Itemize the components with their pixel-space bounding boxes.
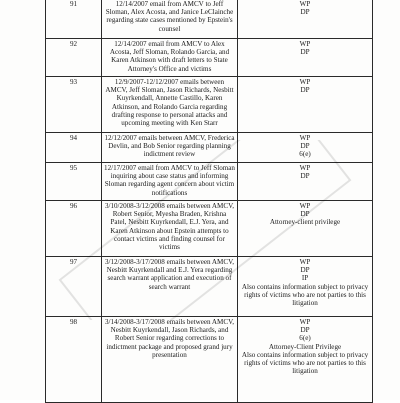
privilege-item: Also contains information subject to privacy rights of victims who are not parties to this litigation: [241, 350, 369, 376]
privilege-item: IP: [301, 274, 309, 283]
table-row: [46, 39, 373, 77]
entry-description: 3/10/2008-3/12/2008 emails between AMCV, Robert Senior, Myesha Braden, Krishna Patel, Nesbitt Kuyrkendall, E.J. Yera, and Karen Atkinson about Epstein attempts to contact victims and finding counsel for victims: [102, 201, 238, 257]
privilege-item: WP: [299, 164, 311, 172]
table-row: [46, 77, 373, 133]
table-row: [46, 0, 373, 39]
entry-number: 98: [46, 317, 102, 403]
privilege-item: WP: [299, 318, 311, 326]
entry-privileges: [238, 39, 373, 77]
table-row: [46, 317, 373, 403]
entry-number: 96: [46, 201, 102, 257]
privilege-item: DP: [300, 210, 310, 219]
table-row: [46, 257, 373, 317]
entry-description: 12/14/2007 email from AMCV to Jeff Sloman, Alex Acosta, and Janice LeClainche regarding state cases mentioned by Epstein's counsel: [102, 0, 238, 39]
privilege-item: Also contains information subject to privacy rights of victims who are not parties to this litigation: [241, 282, 369, 308]
privilege-item: Attorney-client privilege: [269, 218, 341, 227]
privilege-item: DP: [300, 86, 310, 95]
privilege-item: DP: [300, 172, 310, 181]
privilege-item: DP: [300, 266, 310, 275]
entry-number: 95: [46, 163, 102, 201]
entry-description: 3/14/2008-3/17/2008 emails between AMCV, Nesbitt Kuyrkendall, Jason Richards, and Robert Senior regarding corrections to indictment package and proposed grand jury presentation: [102, 317, 238, 403]
entry-description: 12/9/2007-12/12/2007 emails between AMCV, Jeff Sloman, Jason Richards, Nesbitt Kuyrkendall, Annette Castillo, Karen Atkinson, and Rolando Garcia regarding drafting response to personal attacks and upcoming meeting with Ken Starr: [102, 77, 238, 133]
entry-privileges: [238, 133, 373, 163]
privilege-log-table: [45, 0, 373, 403]
entry-description: 12/17/2007 email from AMCV to Jeff Sloman inquiring about case status and informing Sloman regarding agent concern about victim notifications: [102, 163, 238, 201]
entry-number: 97: [46, 257, 102, 317]
entry-number: 92: [46, 39, 102, 77]
entry-privileges: [238, 201, 373, 257]
privilege-log-body: [46, 0, 373, 403]
entry-description: 3/12/2008-3/17/2008 emails between AMCV, Nesbitt Kuyrkendall and E.J. Yera regarding search warrant application and execution of search warrant: [102, 257, 238, 317]
privilege-item: 6(e): [299, 150, 311, 159]
entry-number: 93: [46, 77, 102, 133]
entry-description: 12/14/2007 email from AMCV to Alex Acosta, Jeff Sloman, Rolando Garcia, and Karen Atkinson with draft letters to State Attorney's Office and victims: [102, 39, 238, 77]
privilege-item: DP: [300, 8, 310, 17]
entry-privileges: [238, 163, 373, 201]
table-row: [46, 163, 373, 201]
privilege-item: WP: [299, 78, 311, 86]
privilege-item: WP: [299, 258, 311, 266]
privilege-item: 6(e): [299, 334, 311, 343]
entry-privileges: [238, 257, 373, 317]
entry-privileges: [238, 0, 373, 39]
table-row: [46, 133, 373, 163]
entry-privileges: [238, 77, 373, 133]
privilege-item: DP: [300, 142, 310, 151]
privilege-item: WP: [299, 134, 311, 142]
privilege-item: DP: [300, 326, 310, 335]
privilege-item: DP: [300, 48, 310, 57]
privilege-item: WP: [299, 40, 311, 48]
table-row: [46, 201, 373, 257]
entry-description: 12/12/2007 emails between AMCV, Frederica Devlin, and Bob Senior regarding planning indictment review: [102, 133, 238, 163]
privilege-item: WP: [299, 202, 311, 210]
privilege-item: Attorney-Client Privilege: [268, 342, 342, 351]
entry-number: 94: [46, 133, 102, 163]
entry-number: 91: [46, 0, 102, 39]
entry-privileges: [238, 317, 373, 403]
privilege-item: WP: [299, 0, 311, 8]
